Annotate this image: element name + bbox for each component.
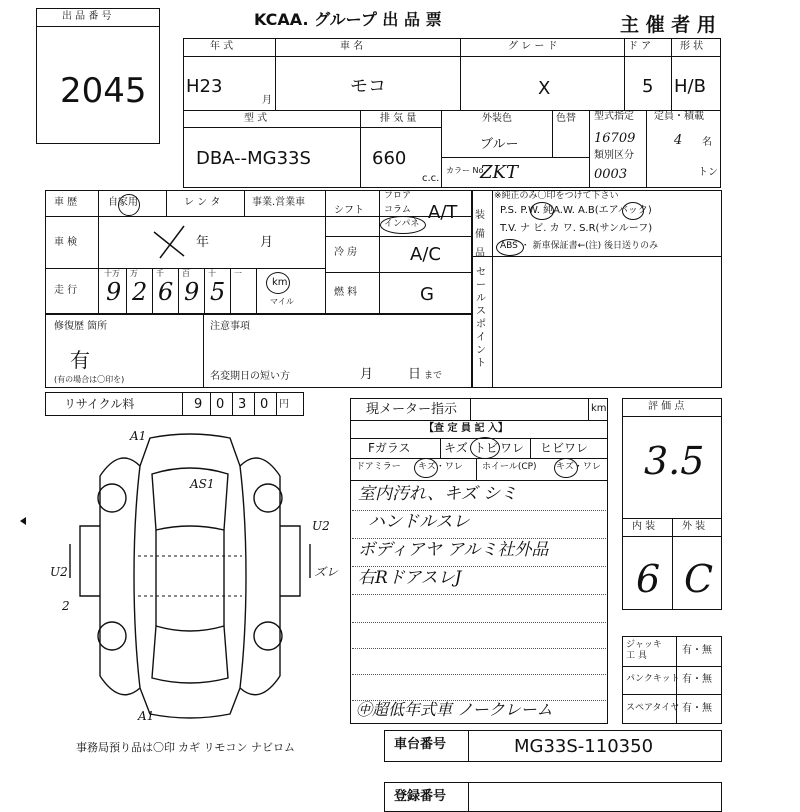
- business-use: 事業.営業車: [252, 197, 306, 208]
- mileage-digit: 6: [158, 278, 174, 306]
- lot-number: 2045: [60, 71, 147, 111]
- shift-column: コラム: [384, 205, 411, 215]
- score-label: 評 価 点: [648, 401, 685, 412]
- private-use: 自家用: [108, 197, 138, 208]
- abs-circle: [496, 239, 524, 256]
- history-label: 車 歴: [54, 197, 78, 208]
- mirror-options: キズ・ワレ: [418, 462, 463, 472]
- diagram-mark-u2-left: U2: [50, 565, 68, 579]
- mileage-digit-label: 万: [130, 269, 138, 278]
- wheel-scratch-circle: [554, 458, 578, 478]
- glass-hairline: ヒビワレ: [540, 441, 589, 455]
- year-value: H23: [186, 76, 223, 97]
- selling-point-label: セ ー ル ス ポ イ ン ト: [476, 267, 486, 369]
- model-value: DBA--MG33S: [196, 148, 311, 169]
- mirror-label: ドアミラー: [356, 462, 401, 472]
- glass-chip: トビ: [474, 441, 499, 455]
- shift-panel: インパネ: [384, 219, 420, 229]
- spare-label: スペアタイヤ: [626, 703, 680, 713]
- recycle-digit: 9: [194, 397, 203, 412]
- ac-label: 冷 房: [334, 247, 358, 258]
- shift-floor: フロア: [384, 191, 412, 201]
- diagram-mark-a1-bottom: A1: [138, 709, 155, 723]
- shift-label: シフト: [334, 205, 364, 216]
- mirror-scratch-circle: [414, 458, 438, 478]
- km-circle: [266, 272, 290, 294]
- diagram-mark-a1-top: A1: [130, 429, 147, 443]
- pw-circle: [530, 202, 554, 220]
- shape-value: H/B: [674, 76, 706, 97]
- color-number-value: ZKT: [480, 162, 518, 183]
- deadline-until: まで: [424, 371, 443, 381]
- office-items: カギ リモコン ナビロム: [178, 741, 295, 754]
- car-name-value: モコ: [350, 76, 386, 97]
- exterior-label: 外 装: [682, 521, 706, 532]
- capacity-label: 定員・積載: [654, 111, 704, 122]
- diagram-mark-as1: AS1: [190, 477, 215, 491]
- deadline-month: 月: [360, 367, 374, 382]
- left-arrow-icon: [18, 516, 28, 526]
- exterior-color-value: ブルー: [480, 137, 519, 152]
- recycle-unit: 円: [279, 399, 289, 410]
- meter-label: 現メーター指示: [366, 402, 458, 417]
- glass-crack: ワレ: [500, 441, 525, 455]
- door-value: 5: [642, 76, 654, 97]
- category-value: 0003: [594, 167, 628, 182]
- rental-use: レ ン タ: [184, 197, 221, 208]
- footer-remark: ㊥超低年式車 ノークレーム: [356, 700, 553, 719]
- mileage-digit: 9: [184, 278, 200, 306]
- ab-circle: [622, 202, 644, 220]
- puncture-yes-no: 有・無: [682, 674, 712, 685]
- inspection-cross-mark: [150, 222, 190, 262]
- mileage-label: 走 行: [54, 285, 78, 296]
- lot-number-label: 出 品 番 号: [62, 11, 112, 22]
- grade-label: グ レ ー ド: [508, 41, 558, 52]
- recycle-digit: 0: [216, 397, 225, 412]
- ac-value: A/C: [410, 244, 441, 265]
- organizer-label: 主 催 者 用: [620, 14, 716, 36]
- interior-label: 内 装: [632, 521, 656, 532]
- mileage-digit: 5: [210, 278, 226, 306]
- category-label: 類別区分: [594, 150, 634, 161]
- mileage-digit-label: 十万: [104, 269, 120, 278]
- equipment-side-label: 装 備 品: [475, 210, 485, 259]
- type-spec-value: 16709: [594, 131, 636, 146]
- shape-label: 形 状: [680, 41, 704, 52]
- repair-value: 有: [70, 348, 90, 372]
- mileage-digit-label: 千: [156, 269, 164, 278]
- diagram-mark-u2-right: U2: [312, 519, 330, 533]
- remark-line-1: 室内汚れ、キズ シミ: [358, 484, 518, 504]
- mileage-digit: 9: [106, 278, 122, 306]
- displacement-value: 660: [372, 148, 407, 169]
- cc-unit: c.c.: [422, 173, 440, 184]
- diagram-mark-2: 2: [62, 599, 70, 613]
- repair-label: 修復歴 箇所: [54, 321, 108, 332]
- mileage-digit-label: 百: [182, 269, 190, 278]
- fuel-value: G: [420, 284, 434, 305]
- glass-chip-circle: [470, 437, 500, 459]
- interior-value: 6: [636, 557, 661, 601]
- mileage-digit-label: 十: [208, 269, 216, 278]
- chassis-value: MG33S-110350: [514, 736, 654, 757]
- mileage-digit-label: 一: [234, 269, 242, 278]
- jack-label: ジャッキ 工 具: [626, 640, 662, 662]
- type-spec-label: 型式指定: [594, 111, 634, 122]
- capacity-value: 4: [674, 133, 683, 148]
- registration-label: 登録番号: [394, 789, 447, 804]
- diagram-mark-zure: ズレ: [314, 565, 339, 579]
- year-label: 年 式: [210, 41, 234, 52]
- displacement-label: 排 気 量: [380, 113, 417, 124]
- spare-yes-no: 有・無: [682, 703, 712, 714]
- shift-panel-circle: [380, 216, 426, 234]
- recycle-digit: 0: [260, 397, 269, 412]
- office-note: 事務局預り品は〇印: [76, 741, 175, 754]
- repair-note: (有の場合は〇印を): [54, 375, 125, 384]
- glass-label: Fガラス: [368, 441, 411, 455]
- color-number-label: カラー No.: [446, 166, 486, 175]
- equipment-note: ※純正のみ〇印をつけて下さい: [494, 191, 619, 201]
- caution-label: 注意事項: [210, 321, 250, 332]
- chassis-label: 車台番号: [394, 737, 447, 752]
- grade-value: X: [538, 78, 551, 99]
- wheel-label: ホイール(CP): [482, 462, 537, 472]
- deadline-day: 日: [408, 367, 422, 382]
- fuel-label: 燃 料: [334, 287, 358, 298]
- equipment-row-1: P.S. P.W. 純A.W. A.B(エアバック): [500, 205, 652, 216]
- inspection-month: 月: [260, 235, 274, 250]
- remark-line-2: ハンドルスレ: [368, 512, 470, 532]
- equipment-row-2: T.V. ナ ビ. カ ワ. S.R(サンルーフ): [500, 223, 653, 234]
- inspection-year: 年: [196, 235, 210, 250]
- mileage-digit: 2: [132, 278, 148, 306]
- sheet-title: KCAA. グループ 出 品 票: [254, 10, 442, 29]
- deadline-label: 名変期日の短い方: [210, 371, 290, 382]
- recycle-digit: 3: [238, 397, 247, 412]
- equipment-row-3: ABS ・ 新車保証書←(注) 後日送りのみ: [500, 241, 659, 251]
- year-month-suffix: 月: [262, 95, 272, 106]
- shift-value: A/T: [428, 202, 458, 223]
- private-use-circle: [118, 194, 140, 216]
- equipment-box: [472, 190, 722, 388]
- capacity-unit: 名: [702, 137, 712, 148]
- ton-unit: トン: [698, 167, 718, 178]
- exterior-value: C: [684, 557, 714, 601]
- jack-yes-no: 有・無: [682, 645, 712, 656]
- wheel-options: キズ・ワレ: [556, 462, 601, 472]
- meter-unit: km: [591, 403, 607, 414]
- inspector-section-label: 【査 定 員 記 入】: [424, 423, 508, 434]
- car-damage-diagram: [40, 426, 340, 726]
- inspection-label: 車 検: [54, 237, 78, 248]
- score-value: 3.5: [644, 439, 705, 483]
- color-change-label: 色替: [556, 113, 576, 124]
- car-name-label: 車 名: [340, 41, 364, 52]
- glass-scratch: キズ: [444, 441, 468, 455]
- remark-line-4: 右RドアスレJ: [358, 568, 462, 588]
- model-label: 型 式: [244, 113, 268, 124]
- door-label: ド ア: [628, 41, 652, 52]
- recycle-label: リサイクル料: [64, 397, 135, 411]
- puncture-label: パンクキット: [626, 674, 680, 684]
- km-label: km: [272, 277, 288, 288]
- remark-line-3: ボディアヤ アルミ社外品: [358, 540, 549, 560]
- exterior-color-label: 外装色: [482, 113, 512, 124]
- mile-label: マイル: [270, 297, 294, 306]
